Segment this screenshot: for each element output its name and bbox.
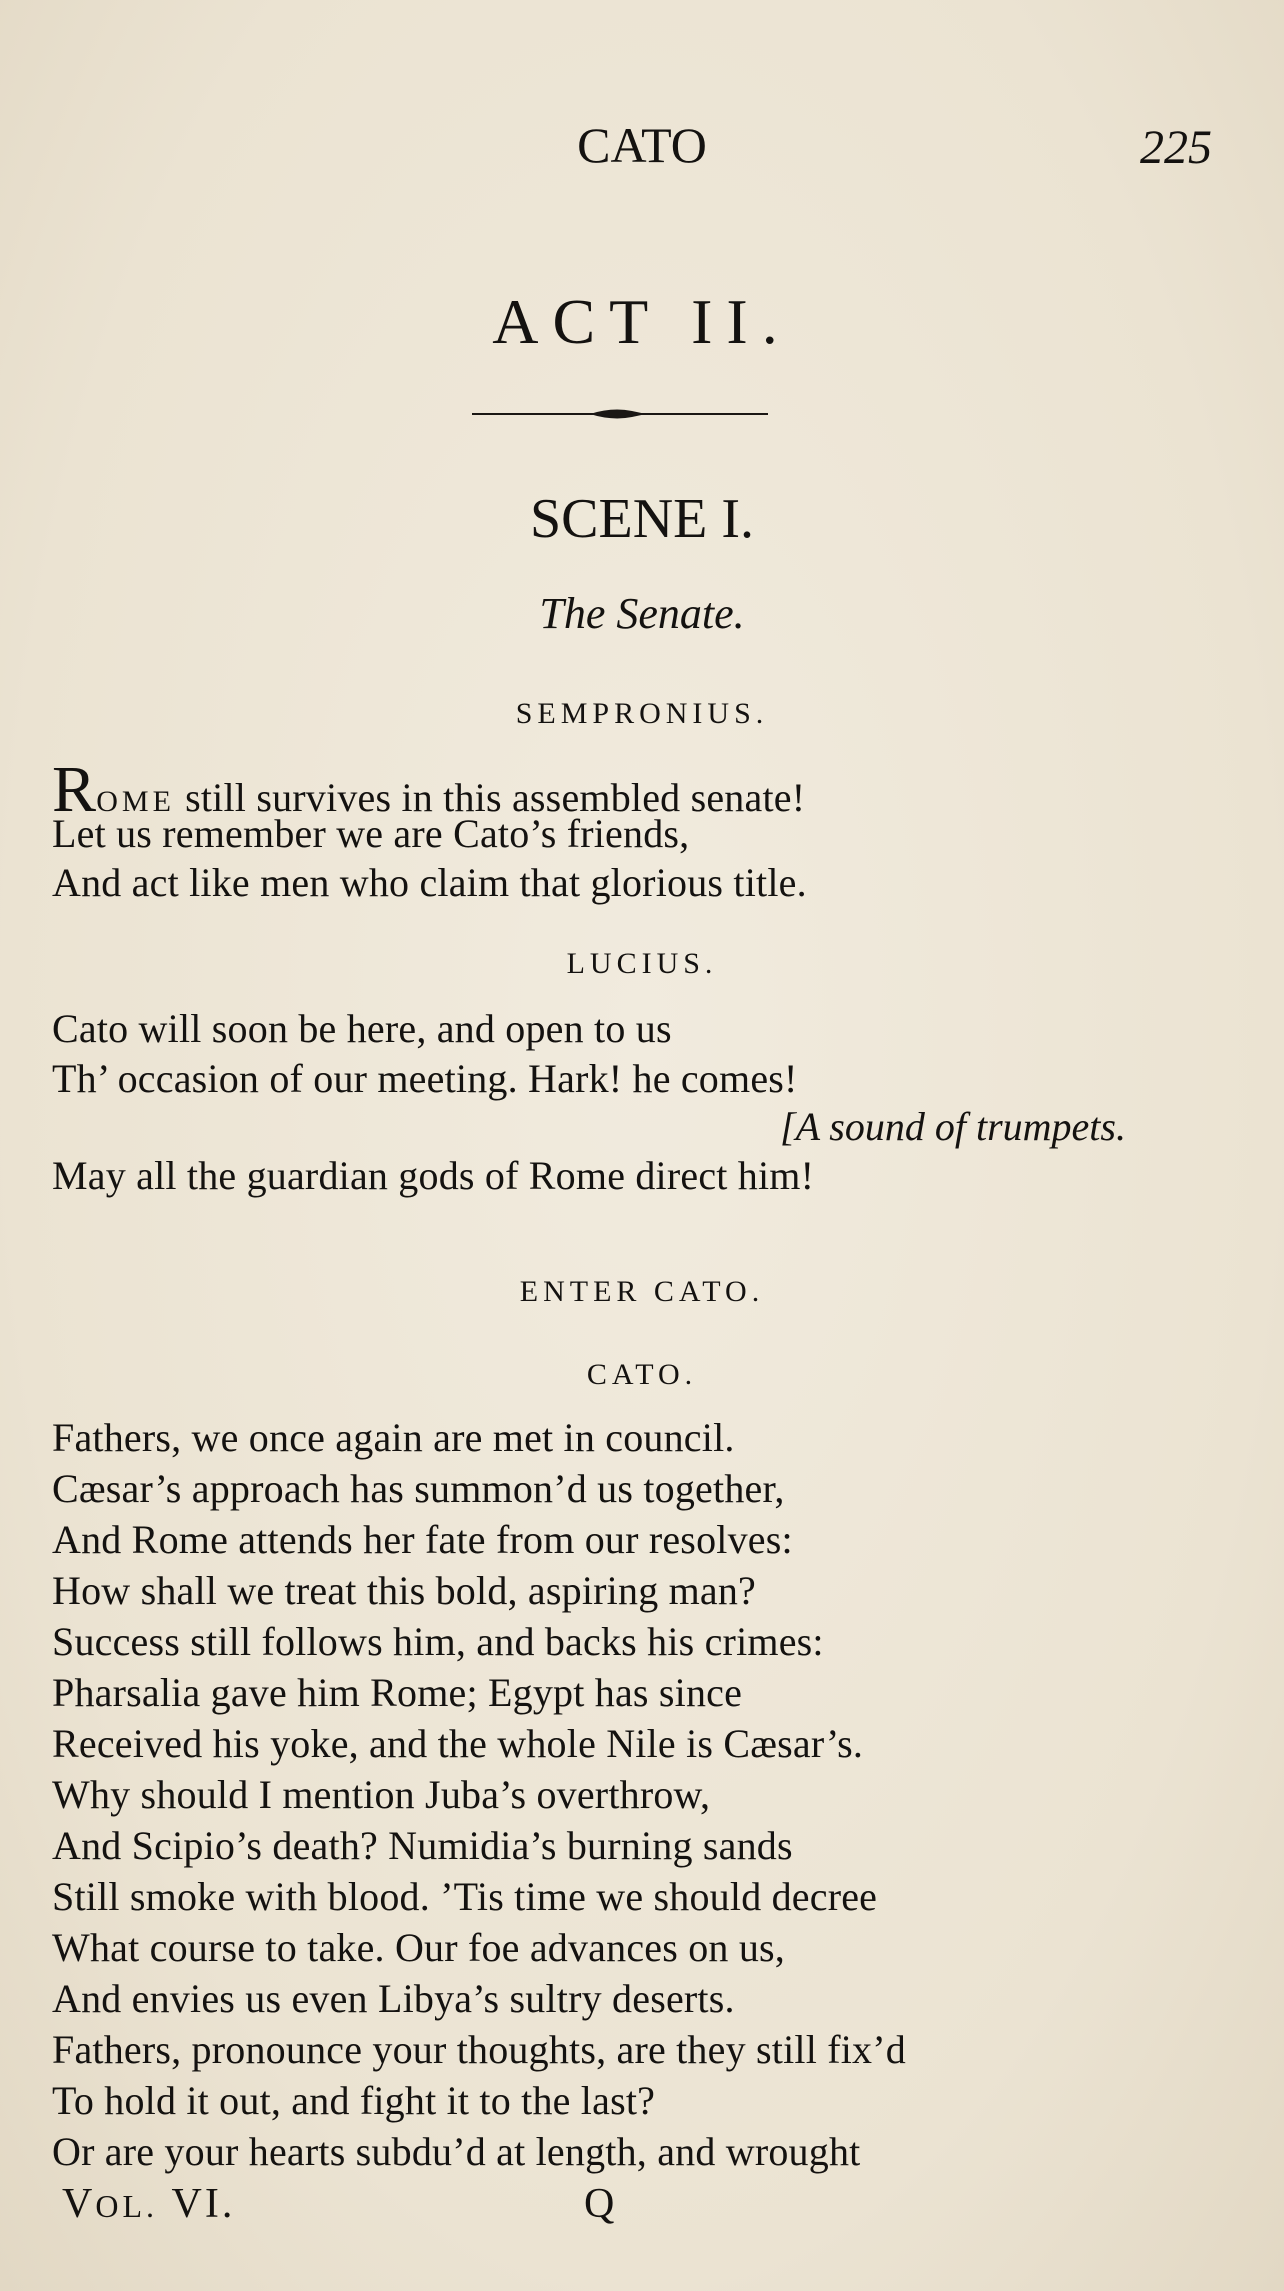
verse-line: Or are your hearts subdu’d at length, and wrought <box>52 2129 861 2174</box>
verse-line: And act like men who claim that glorious title. <box>52 860 807 905</box>
stage-direction: [A sound of trumpets. <box>780 1104 1126 1149</box>
verse-line-rest: still survives in this assembled senate! <box>174 775 806 820</box>
page-number: 225 <box>1140 121 1212 174</box>
speaker-name: CATO. <box>586 1358 698 1391</box>
volume-prefix: V <box>62 2181 96 2227</box>
drop-initial: R <box>52 753 97 826</box>
verse-line: Cato will soon be here, and open to us <box>52 1006 672 1051</box>
verse-line: Fathers, we once again are met in council. <box>52 1415 735 1460</box>
running-head <box>0 116 1284 176</box>
verse-line: To hold it out, and fight it to the last? <box>52 2078 656 2123</box>
ornament-rule <box>472 405 768 423</box>
verse-line: Still smoke with blood. ’Tis time we should decree <box>52 1874 878 1919</box>
verse-line: And envies us even Libya’s sultry deserts. <box>52 1976 735 2021</box>
scene-heading: SCENE I. <box>530 488 754 550</box>
speaker-name: LUCIUS. <box>566 947 718 980</box>
small-caps-text: OME <box>96 785 175 818</box>
entrance-direction: ENTER CATO. <box>519 1275 765 1308</box>
volume-marker <box>62 2180 235 2228</box>
verse-line: Received his yoke, and the whole Nile is Cæsar’s. <box>52 1721 864 1766</box>
speaker-name: SEMPRONIUS. <box>515 697 769 730</box>
verse-line: Fathers, pronounce your thoughts, are they still fix’d <box>52 2027 906 2072</box>
verse-line: And Scipio’s death? Numidia’s burning sands <box>52 1823 793 1868</box>
verse-line: Th’ occasion of our meeting. Hark! he comes! <box>52 1056 798 1101</box>
volume-number: VI. <box>171 2181 236 2227</box>
verse-line: Let us remember we are Cato’s friends, <box>52 811 690 856</box>
verse-line: How shall we treat this bold, aspiring man? <box>52 1568 757 1613</box>
verse-line: Why should I mention Juba’s overthrow, <box>52 1772 711 1817</box>
volume-small-caps: OL. <box>95 2188 158 2224</box>
act-heading: ACT II. <box>492 286 792 357</box>
verse-line: Success still follows him, and backs his crimes: <box>52 1619 824 1664</box>
verse-line: What course to take. Our foe advances on us, <box>52 1925 785 1970</box>
verse-line: Cæsar’s approach has summon’d us together, <box>52 1466 785 1511</box>
verse-line: And Rome attends her fate from our resolves: <box>52 1517 793 1562</box>
running-title: CATO <box>577 117 707 173</box>
verse-line: Pharsalia gave him Rome; Egypt has since <box>52 1670 743 1715</box>
verse-line: May all the guardian gods of Rome direct him! <box>52 1153 815 1198</box>
signature-mark: Q <box>584 2181 615 2227</box>
scene-setting: The Senate. <box>539 589 745 638</box>
